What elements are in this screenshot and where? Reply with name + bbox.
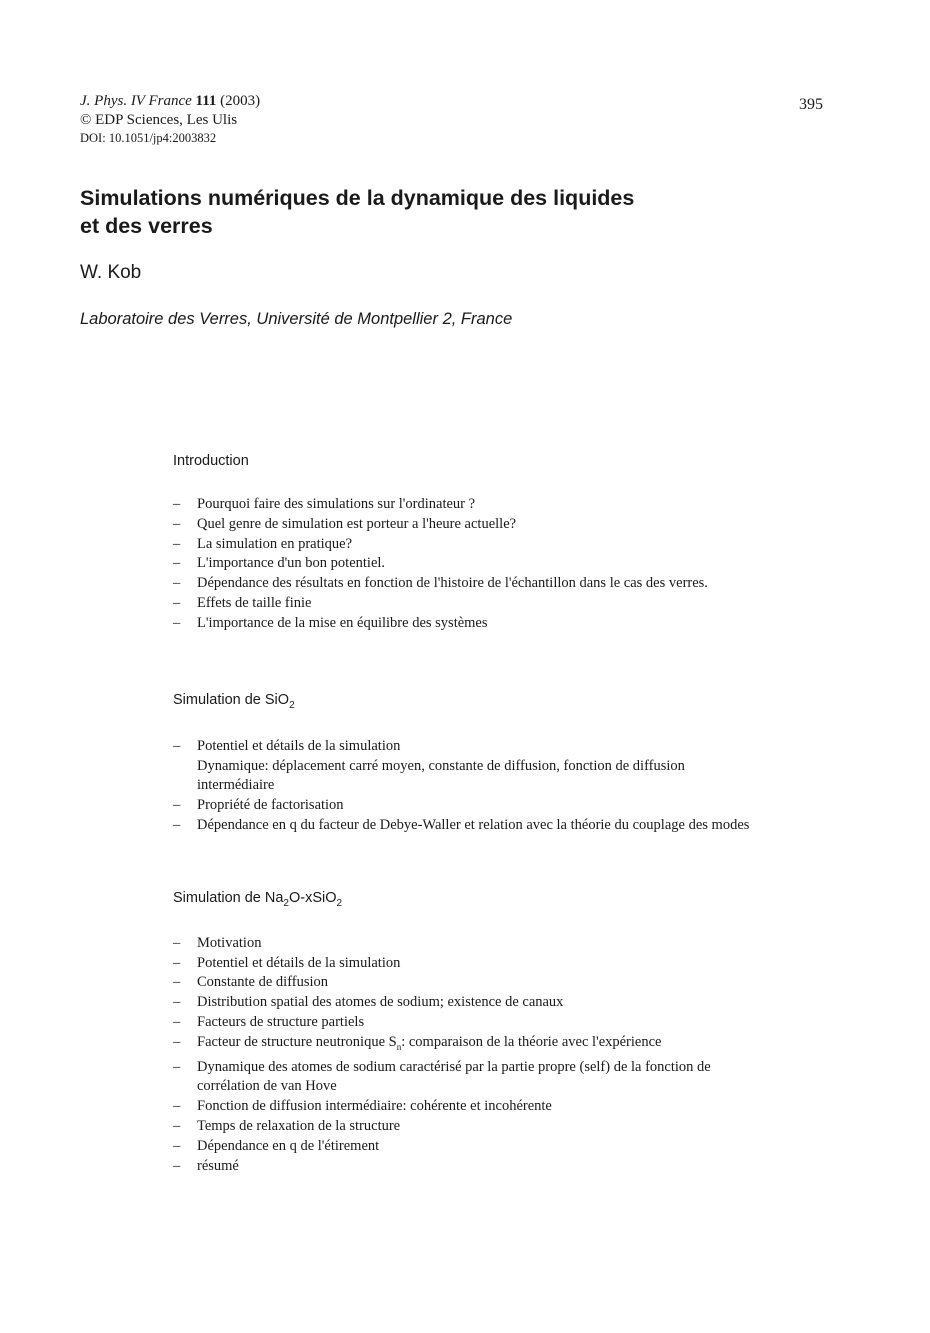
bullet-dash: – xyxy=(173,555,181,572)
list-item: – Dépendance en q du facteur de Debye-Waller et relation avec la théorie du couplage des modes xyxy=(173,816,753,836)
bullet-dash: – xyxy=(173,1014,181,1031)
list-item: – Constante de diffusion xyxy=(173,973,753,993)
list-item: – résumé xyxy=(173,1157,753,1177)
bullet-dash: – xyxy=(173,1117,181,1134)
author: W. Kob xyxy=(80,262,142,283)
title-line-2: et des verres xyxy=(80,214,213,238)
bullet-dash: – xyxy=(173,737,181,754)
list-item: – Dynamique des atomes de sodium caractérisé par la partie propre (self) de la fonction de corrélation de van Hove xyxy=(173,1058,711,1095)
bullet-dash: – xyxy=(173,575,181,592)
outline-list xyxy=(173,934,753,1176)
bullet-dash: – xyxy=(173,974,181,991)
list-item: – Fonction de diffusion intermédiaire: cohérente et incohérente xyxy=(173,1097,753,1117)
bullet-dash: – xyxy=(173,1033,181,1050)
bullet-dash: – xyxy=(173,496,181,512)
doi: DOI: 10.1051/jp4:2003832 xyxy=(80,131,217,145)
title-line-1: Simulations numériques de la dynamique des liquides xyxy=(80,186,635,210)
bullet-dash: – xyxy=(173,1137,181,1154)
bullet-dash: – xyxy=(173,594,181,611)
list-item: – L'importance de la mise en équilibre des systèmes xyxy=(173,614,753,634)
list-item: – La simulation en pratique? xyxy=(173,535,753,555)
year: (2003) xyxy=(220,93,261,109)
bullet-dash: – xyxy=(173,817,181,834)
journal-masthead xyxy=(80,92,260,147)
bullet-dash: – xyxy=(173,1157,181,1174)
list-item-continuation: Dynamique: déplacement carré moyen, constante de diffusion, fonction de diffusion intermédiaire xyxy=(197,757,685,794)
list-item: – Propriété de factorisation xyxy=(173,796,753,816)
bullet-dash: – xyxy=(173,1058,181,1075)
list-item: – Facteur de structure neutronique $S_n$: comparaison de la théorie avec l'expérience xyxy=(173,1033,662,1052)
page-number: 395 xyxy=(799,96,823,113)
list-item: – Dépendance en q de l'étirement xyxy=(173,1137,753,1157)
bullet-dash: – xyxy=(173,954,181,971)
list-item: – Potentiel et détails de la simulation Dynamique: déplacement carré moyen, constante de diffusion, fonction de diffusion intermédiaire xyxy=(173,737,685,794)
list-item: – Temps de relaxation de la structure xyxy=(173,1117,753,1137)
outline-list xyxy=(173,495,753,634)
section-introduction xyxy=(173,453,753,634)
section-heading: Simulation de SiO$_2$ xyxy=(173,692,295,711)
list-item: – Distribution spatial des atomes de sodium; existence de canaux xyxy=(173,993,753,1013)
publisher: © EDP Sciences, Les Ulis xyxy=(80,112,238,128)
list-item: – Motivation xyxy=(173,934,753,954)
section-heading: Introduction xyxy=(173,453,249,469)
section-na2o-xsio2 xyxy=(173,890,753,1176)
list-item: – Potentiel et détails de la simulation xyxy=(173,954,753,974)
bullet-dash: – xyxy=(173,515,181,532)
bullet-dash: – xyxy=(173,1098,181,1115)
list-item: – Dépendance des résultats en fonction de l'histoire de l'échantillon dans le cas des verres. xyxy=(173,574,753,594)
bullet-dash: – xyxy=(173,797,181,814)
section-sio2 xyxy=(173,692,753,836)
affiliation: Laboratoire des Verres, Université de Montpellier 2, France xyxy=(80,310,513,328)
list-item: – Facteurs de structure partiels xyxy=(173,1013,753,1033)
article-title xyxy=(80,184,800,240)
bullet-dash: – xyxy=(173,994,181,1011)
list-item: – Quel genre de simulation est porteur a l'heure actuelle? xyxy=(173,515,753,535)
volume: 111 xyxy=(195,93,217,109)
list-item: – L'importance d'un bon potentiel. xyxy=(173,554,753,574)
section-heading: Simulation de $Na_2O-xSiO_2$ xyxy=(173,890,343,909)
outline-list xyxy=(173,737,753,836)
list-item: – Effets de taille finie xyxy=(173,594,753,614)
list-item: – Pourquoi faire des simulations sur l'ordinateur ? xyxy=(173,495,753,515)
bullet-dash: – xyxy=(173,934,181,951)
journal-name: J. Phys. IV France xyxy=(80,93,192,109)
bullet-dash: – xyxy=(173,535,181,552)
bullet-dash: – xyxy=(173,614,181,631)
citation-line xyxy=(80,92,260,111)
